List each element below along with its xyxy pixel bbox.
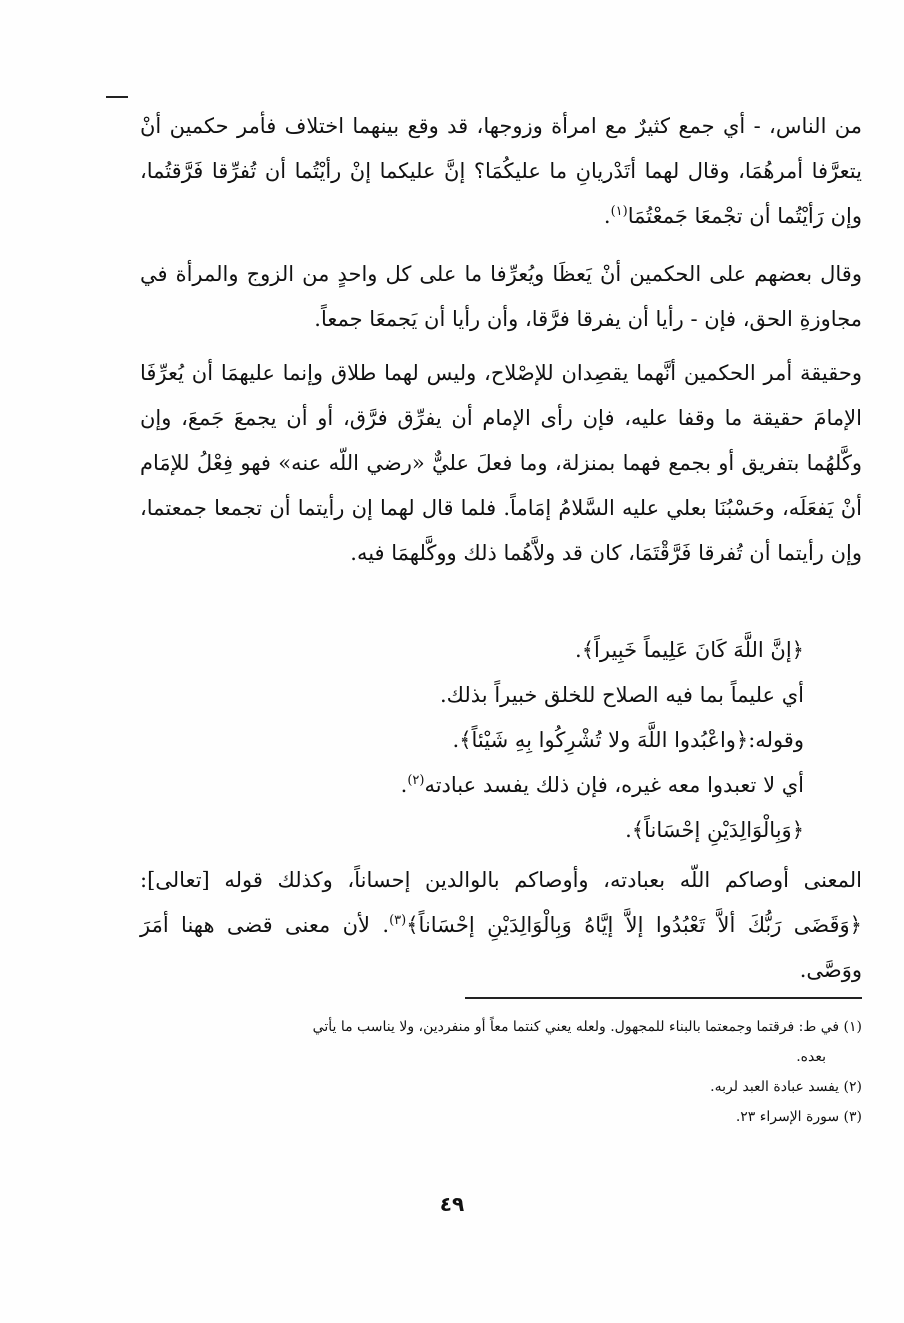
paragraph-4-text-a: المعنى أوصاكم اللّه بعبادته، وأوصاكم بالوالدين إحساناً، وكذلك قوله [تعالى]: ﴿وَقَضَى رَبُّكَ ألاَّ تَعْبُدُوا إلاَّ إيَّاهُ وَبِالْوَالِدَيْنِ إحْسَاناً﴾	[140, 868, 862, 937]
paragraph-4	[140, 858, 862, 993]
paragraph-3-text: وحقيقة أمر الحكمين أنَّهما يقصِدان للإصْلاح، وليس لهما طلاق وإنما عليهمَا أن يُعرِّفَا الإمامَ حقيقة ما وقفا عليه، فإن رأى الإمام أن يفرِّق فرَّق، أو أن يجمعَ جَمعَ، وإن وكَّلهُما بتفريق أو بجمع فهما بمنزلة، وما فعلَ عليٌّ «رضي اللّه عنه» فهو فِعْلُ للإمَام أنْ يَفعَلَه، وحَسْبُنَا بعلي عليه السَّلامُ إمَاماً. فلما قال لهما إن رأيتما أن تجمعا جمعتما، وإن رأيتما أن تُفرقا فَرَّقْتَمَا، كان قد ولاَّهُما ذلك ووكَّلهمَا فيه.	[140, 361, 862, 565]
paragraph-1-end: .	[603, 204, 611, 228]
verse-commentary-block	[140, 628, 862, 853]
footnote-3: (٣) سورة الإسراء ٢٣.	[735, 1109, 862, 1125]
footnote-ref-3: (٣)	[389, 913, 407, 928]
paragraph-2	[140, 252, 862, 342]
page-number: ٤٩	[439, 1192, 465, 1216]
footnote-1-continued: بعده.	[796, 1049, 826, 1065]
paragraph-1	[140, 104, 862, 239]
verse-line-3: ﴿وَبِالْوَالِدَيْنِ إحْسَاناً﴾.	[625, 818, 804, 842]
paragraph-1-text: من الناس، - أي جمع كثيرٌ مع امرأة وزوجها، قد وقع بينهما اختلاف فأمر حكمين أنْ يتعرَّفا أمرهُمَا، وقال لهما أتَدْريانِ ما عليكُمَا؟ إنَّ عليكما إنْ رأيْتُما أن تُفرِّقا فَرَّقتُما، وإن رَأيْتُما أن تجْمعَا جَمعْتُمَا	[140, 114, 862, 228]
paragraph-2-text: وقال بعضهم على الحكمين أنْ يَعظَا ويُعرِّفا ما على كل واحدٍ من الزوج والمرأة في مجاوزةِ الحق، فإن - رأيا أن يفرقا فرَّقا، وأن رأيا أن يَجمعَا جمعاً.	[140, 262, 862, 331]
page-edge-mark	[106, 96, 128, 98]
footnote-divider	[465, 997, 862, 999]
commentary-line-2	[140, 763, 862, 808]
footnote-2: (٢) يفسد عبادة العبد لربه.	[710, 1079, 862, 1095]
paragraph-3	[140, 351, 862, 576]
footnote-ref-2: (٢)	[407, 773, 425, 788]
verse-line-2: وقوله:﴿واعْبُدوا اللَّهَ ولا تُشْرِكُوا بِهِ شَيْئاً﴾.	[452, 728, 804, 752]
footnote-ref-1: (١)	[610, 204, 628, 219]
commentary-line-2-text: أي لا تعبدوا معه غيره، فإن ذلك يفسد عبادته	[424, 773, 804, 797]
commentary-line-1: أي عليماً بما فيه الصلاح للخلق خبيراً بذلك.	[440, 683, 804, 707]
verse-line-1: ﴿إنَّ اللَّهَ كَانَ عَلِيماً خَبِيراً﴾.	[575, 638, 804, 662]
paragraph-4-text-b: . لأن معنى قضى ههنا أمَرَ ووَصَّى.	[140, 913, 862, 982]
footnotes	[140, 1012, 862, 1132]
footnote-1: (١) في ط: فرقتما وجمعتما بالبناء للمجهول. ولعله يعني كنتما معاً أو منفردين، ولا يناسب ما يأتي	[312, 1019, 862, 1035]
commentary-line-2-end: .	[400, 773, 408, 797]
